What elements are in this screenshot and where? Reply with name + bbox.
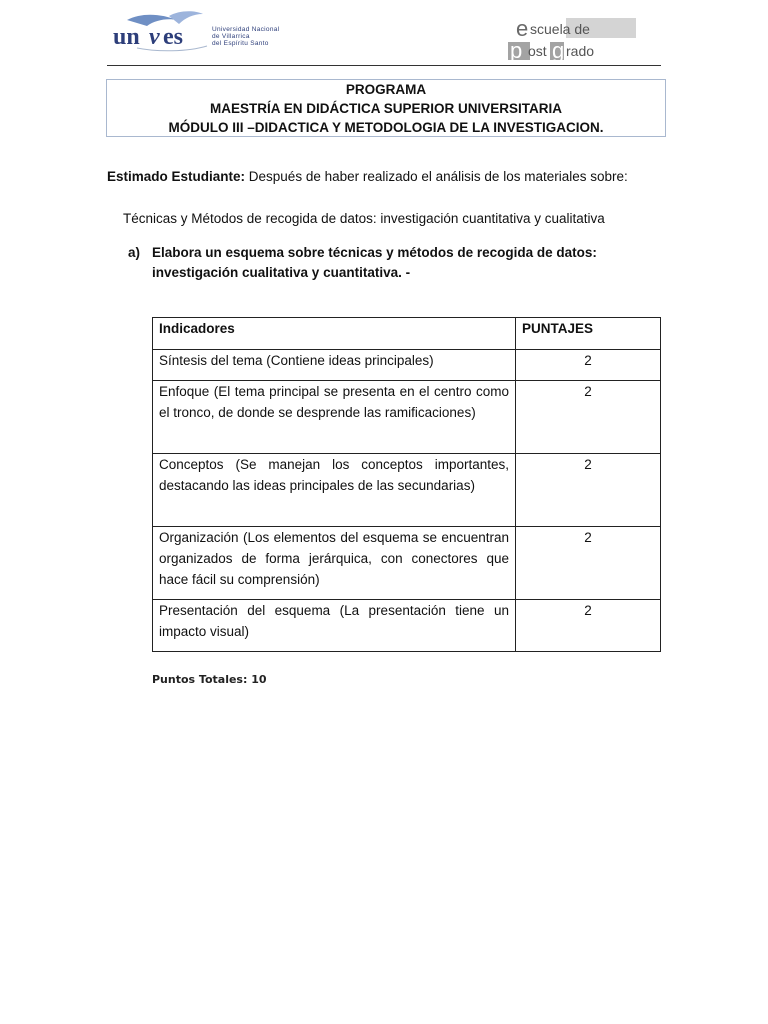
score-cell: 2 bbox=[516, 600, 661, 652]
indicator-cell: Conceptos (Se manejan los conceptos importantes, destacando las ideas principales de las secundarias) bbox=[153, 454, 516, 527]
total-points: Puntos Totales: 10 bbox=[152, 673, 267, 686]
university-line-2: de Villarrica bbox=[212, 33, 250, 40]
document-header bbox=[107, 8, 661, 64]
svg-text:p: p bbox=[510, 38, 523, 62]
master-title: MAESTRÍA EN DIDÁCTICA SUPERIOR UNIVERSITARIA bbox=[209, 101, 562, 116]
topic-line: Técnicas y Métodos de recogida de datos: investigación cuantitativa y cualitativa bbox=[123, 211, 605, 226]
svg-text:g: g bbox=[552, 38, 565, 62]
indicator-cell: Presentación del esquema (La presentación tiene un impacto visual) bbox=[153, 600, 516, 652]
program-label: PROGRAMA bbox=[345, 82, 427, 97]
svg-text:v: v bbox=[149, 24, 160, 50]
table-row bbox=[153, 381, 661, 454]
escuela-postgrado-logo bbox=[506, 14, 636, 62]
svg-text:e: e bbox=[516, 16, 529, 41]
header-divider bbox=[107, 65, 661, 66]
task-text: Elabora un esquema sobre técnicas y métodos de recogida de datos: investigación cualitativa y cuantitativa. - bbox=[152, 245, 597, 280]
unves-logo bbox=[107, 8, 317, 58]
rubric-table bbox=[152, 317, 661, 652]
table-header-row bbox=[153, 318, 661, 350]
svg-text:scuela de: scuela de bbox=[530, 21, 590, 37]
score-cell: 2 bbox=[516, 454, 661, 527]
greeting-paragraph bbox=[107, 169, 667, 185]
table-row bbox=[153, 454, 661, 527]
greeting-text: Después de haber realizado el análisis de los materiales sobre: bbox=[245, 169, 628, 184]
scores-header: PUNTAJES bbox=[516, 318, 661, 350]
module-title: MÓDULO III –DIDACTICA Y METODOLOGIA DE LA INVESTIGACION. bbox=[168, 120, 604, 135]
table-row bbox=[153, 600, 661, 652]
indicator-cell: Organización (Los elementos del esquema se encuentran organizados de forma jerárquica, con conectores que hace fácil su comprensión) bbox=[153, 527, 516, 600]
program-title-box bbox=[106, 79, 666, 137]
indicator-cell: Enfoque (El tema principal se presenta en el centro como el tronco, de donde se desprende las ramificaciones) bbox=[153, 381, 516, 454]
greeting-label: Estimado Estudiante: bbox=[107, 169, 246, 184]
table-row bbox=[153, 350, 661, 381]
score-cell: 2 bbox=[516, 527, 661, 600]
university-line-3: del Espíritu Santo bbox=[212, 40, 269, 47]
svg-text:rado: rado bbox=[566, 43, 595, 59]
score-cell: 2 bbox=[516, 381, 661, 454]
svg-text:un: un bbox=[113, 24, 140, 50]
indicators-header: Indicadores bbox=[153, 318, 516, 350]
university-name bbox=[212, 26, 279, 47]
score-cell: 2 bbox=[516, 350, 661, 381]
table-row bbox=[153, 527, 661, 600]
university-line-1: Universidad Nacional bbox=[212, 26, 280, 33]
indicator-cell: Síntesis del tema (Contiene ideas principales) bbox=[153, 350, 516, 381]
svg-text:ost: ost bbox=[528, 43, 547, 59]
task-marker: a) bbox=[128, 245, 141, 260]
svg-text:es: es bbox=[163, 24, 183, 50]
